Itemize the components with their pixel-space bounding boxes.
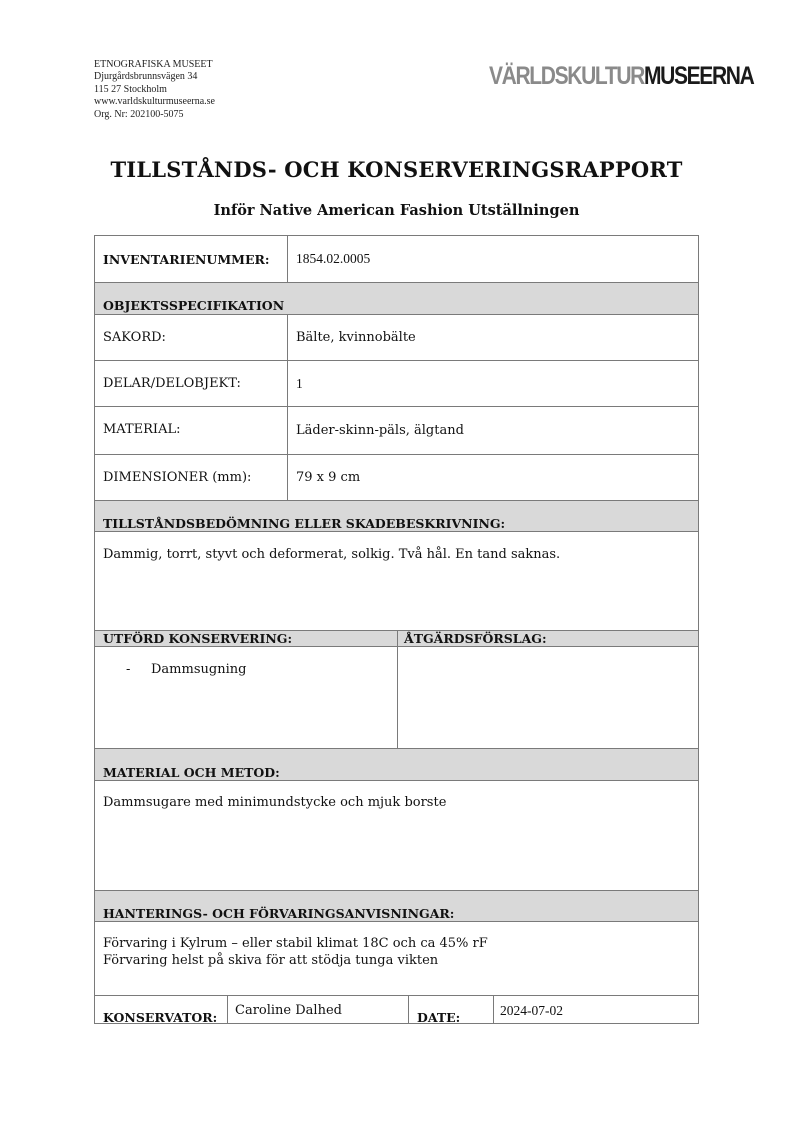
- condition-header: TILLSTÅNDSBEDÖMNING ELLER SKADEBESKRIVNING:: [103, 516, 506, 531]
- parts-row: [95, 360, 698, 406]
- inventory-row: [95, 236, 698, 282]
- conservation-header: UTFÖRD KONSERVERING:: [103, 631, 293, 646]
- conservation-header-row: [95, 630, 698, 646]
- varldskulturmuseerna-logo: [489, 60, 754, 92]
- sakord-label: SAKORD:: [103, 330, 166, 345]
- handling-header-row: [95, 890, 698, 921]
- handling-text-row: [95, 921, 698, 995]
- sakord-row: [95, 314, 698, 360]
- parts-value: 1: [296, 376, 303, 391]
- material-value-cell: [287, 407, 698, 454]
- parts-label: DELAR/DELOBJEKT:: [103, 376, 241, 391]
- dimensions-label: DIMENSIONER (mm):: [103, 470, 252, 485]
- dimensions-row: [95, 454, 698, 500]
- conservator-label: KONSERVATOR:: [103, 1010, 218, 1025]
- parts-value-cell: [287, 361, 698, 406]
- address-line-street: Djurgårdsbrunnsvägen 34: [94, 71, 198, 83]
- address-line-org-number: Org. Nr: 202100-5075: [94, 108, 184, 120]
- conservator-value-cell: [227, 996, 408, 1023]
- museum-address-block: [94, 59, 215, 121]
- logo-part-2: MUSEERNA: [643, 62, 754, 90]
- condition-text-row: [95, 531, 698, 630]
- object-spec-header-row: [95, 282, 698, 314]
- date-value: 2024-07-02: [500, 1003, 563, 1018]
- handling-header: HANTERINGS- OCH FÖRVARINGSANVISNINGAR:: [103, 906, 455, 921]
- conservation-bullet: -: [126, 662, 131, 677]
- condition-text: Dammig, torrt, styvt och deformerat, solkig. Två hål. En tand saknas.: [103, 547, 561, 562]
- conservation-item: Dammsugning: [151, 662, 247, 677]
- method-text: Dammsugare med minimundstycke och mjuk borste: [103, 795, 447, 810]
- report-subtitle: Inför Native American Fashion Utställningen: [213, 202, 580, 219]
- proposal-content-cell: [397, 647, 698, 748]
- object-spec-header: OBJEKTSSPECIFIKATION: [103, 298, 285, 313]
- inventory-value-cell: [287, 236, 698, 282]
- dimensions-value: 79 x 9 cm: [296, 470, 361, 485]
- date-label: DATE:: [417, 1010, 461, 1025]
- inventory-value: 1854.02.0005: [296, 251, 371, 266]
- dimensions-value-cell: [287, 455, 698, 500]
- sakord-value-cell: [287, 315, 698, 360]
- address-line-museum-name: ETNOGRAFISKA MUSEET: [94, 59, 213, 70]
- conservation-content-row: [95, 646, 698, 748]
- logo-part-1: VÄRLDSKULTUR: [489, 62, 644, 90]
- report-title: TILLSTÅNDS- OCH KONSERVERINGSRAPPORT: [110, 157, 683, 182]
- material-value: Läder-skinn-päls, älgtand: [296, 423, 464, 438]
- proposal-header: ÅTGÄRDSFÖRSLAG:: [404, 631, 547, 646]
- method-header: MATERIAL OCH METOD:: [103, 765, 280, 780]
- inventory-label: INVENTARIENUMMER:: [103, 252, 270, 267]
- method-header-row: [95, 748, 698, 780]
- method-text-row: [95, 780, 698, 890]
- proposal-header-cell: [397, 631, 698, 646]
- date-label-cell: [408, 996, 493, 1023]
- handling-line-1: Förvaring i Kylrum – eller stabil klimat 18C och ca 45% rF: [103, 936, 488, 951]
- address-line-city: 115 27 Stockholm: [94, 83, 167, 95]
- signature-row: [95, 995, 698, 1023]
- report-form: [94, 235, 699, 1024]
- address-line-website: www.varldskulturmuseerna.se: [94, 96, 215, 108]
- material-label: MATERIAL:: [103, 422, 181, 437]
- conservator-value: Caroline Dalhed: [235, 1003, 342, 1018]
- condition-header-row: [95, 500, 698, 531]
- sakord-value: Bälte, kvinnobälte: [296, 330, 416, 345]
- handling-line-2: Förvaring helst på skiva för att stödja tunga vikten: [103, 953, 439, 968]
- material-row: [95, 406, 698, 454]
- date-value-cell: [493, 996, 698, 1023]
